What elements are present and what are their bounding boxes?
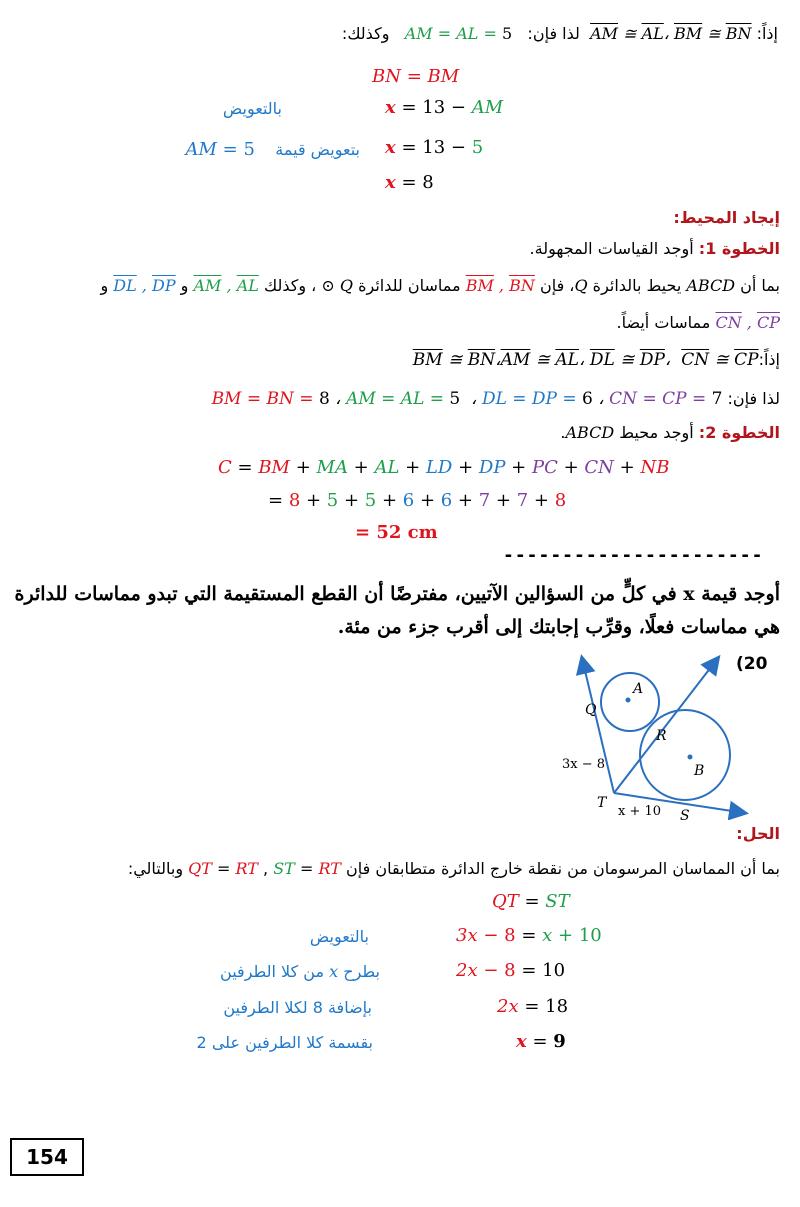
- congruence-statement: $\overline{AM}$ ≅ $\overline{AL}،$ $\overline{BM}$ ≅ $\overline{BN}$: [590, 24, 752, 43]
- label-s: S: [680, 808, 690, 820]
- label-b: B: [694, 763, 705, 779]
- label: إذاً:: [756, 24, 778, 43]
- circle-a: [601, 673, 659, 731]
- circle-b: [640, 710, 730, 800]
- page-number: 154: [10, 1138, 84, 1176]
- equation-substitute: 3x − 8 = x + 10: [456, 925, 602, 946]
- equation-2x-18: 2x = 18: [497, 996, 569, 1017]
- equation-x-8: x = 8: [385, 172, 434, 193]
- paragraph-tangents: بما أن ABCD يحيط بالدائرة Q، فإن $\overline{BM}$ , $\overline{BN}$ مماسان للدائرة ⊙ Q ، وكذلك $\overline{AM}$ , $\overline{AL}$ و $\overline{DL}$ , $\overline{DP}$ و: [100, 276, 780, 295]
- equation-x-13-5: x = 13 − 5: [385, 137, 484, 158]
- equation-x-13-am: x = 13 − AM: [385, 97, 504, 118]
- values-line: لذا فإن: BM = BN = 8 ، AM = AL = 5 ، DL = DP = 6 ، CN = CP = 7: [211, 389, 780, 409]
- label-qt: 3x − 8: [562, 757, 606, 772]
- step1: الخطوة 1: أوجد القياسات المجهولة.: [529, 239, 780, 258]
- equation-2x-8: 2x − 8 = 10: [456, 960, 566, 981]
- note-add-8: بإضافة 8 لكلا الطرفين: [223, 998, 372, 1017]
- conclusion-line: [18, 24, 778, 43]
- equation-qt-st: QT = ST: [492, 891, 570, 912]
- label-r: R: [656, 728, 667, 744]
- perimeter-values: = 8 + 5 + 5 + 6 + 6 + 7 + 7 + 8: [268, 490, 567, 511]
- note-substitute-am: بتعويض قيمة AM = 5: [185, 139, 360, 160]
- solution-heading: الحل:: [736, 824, 780, 843]
- equation-x-9: x = 9: [516, 1031, 566, 1052]
- note-substitution: بالتعويض: [222, 99, 282, 118]
- note-substitution: بالتعويض: [309, 927, 369, 946]
- label-ts: x + 10: [618, 804, 662, 819]
- divider: ----------------------: [503, 545, 764, 566]
- question-text: أوجد قيمة x في كلٍّ من السؤالين الآتيين، مفترضًا أن القطع المستقيمة التي تبدو مماسات للدائرة هي مماسات فعلًا، وقرِّب إجابتك إلى أقرب جزء من مئة.: [14, 583, 780, 638]
- tangent-circles-figure: [560, 650, 760, 820]
- question-number: (20: [736, 654, 768, 674]
- label: لذا فإن:: [527, 24, 580, 43]
- label: وكذلك:: [341, 24, 390, 43]
- perimeter-formula: C = BM + MA + AL + LD + DP + PC + CN + NB: [218, 457, 670, 478]
- am-al-equation: AM = AL = 5: [404, 24, 513, 43]
- congruence-list: $إذاً:\overline{BM}$ ≅ $\overline{BN}،\overline{AM}$ ≅ $\overline{AL}،$ $\overline{DL}$ ≅ $\overline{DP}،$ $\overline{CN}$ ≅ $\overline{CP}$: [412, 350, 780, 370]
- perimeter-result: = 52 cm: [355, 522, 438, 543]
- solution-intro: بما أن المماسان المرسومان من نقطة خارج الدائرة متطابقان فإن ST = RT , QT = RT وبالتالي:: [127, 859, 780, 878]
- step2: الخطوة 2: أوجد محيط ABCD.: [560, 423, 780, 442]
- note-subtract-x: بطرح x من كلا الطرفين: [220, 962, 380, 981]
- section-heading: إيجاد المحيط:: [673, 208, 780, 227]
- equation-bn-bm: BN = BM: [372, 66, 460, 87]
- center-b: [688, 755, 693, 760]
- center-a: [626, 698, 631, 703]
- label-a: A: [633, 681, 644, 697]
- label-t: T: [597, 795, 607, 811]
- note-divide-2: بقسمة كلا الطرفين على 2: [196, 1033, 373, 1052]
- paragraph-tangents-cont: $\overline{CN}$ , $\overline{CP}$ مماسات أيضاً.: [616, 313, 780, 332]
- label-q: Q: [585, 702, 597, 718]
- tangent-line-q: [582, 658, 614, 793]
